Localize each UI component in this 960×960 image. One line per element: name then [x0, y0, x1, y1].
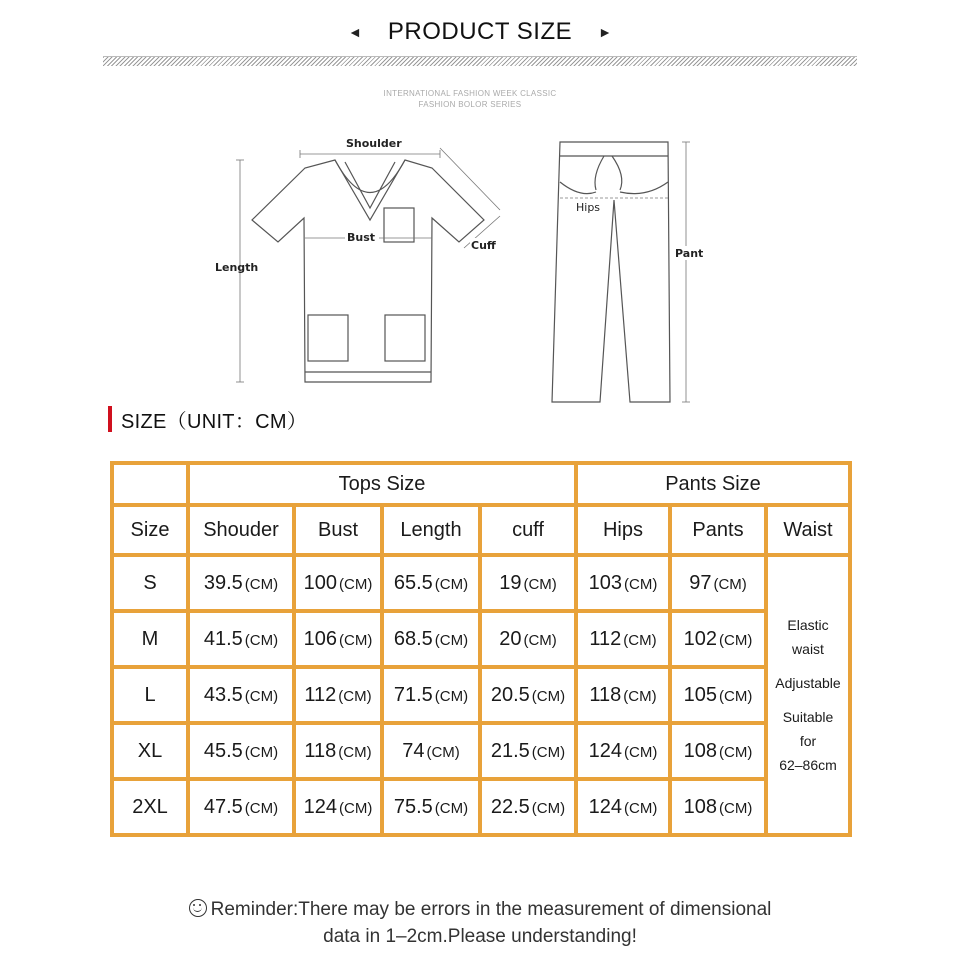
- length-cell: 74 (CM): [382, 723, 480, 779]
- table-row: [112, 667, 850, 723]
- size-table: [110, 461, 852, 837]
- length-cell: 71.5 (CM): [382, 667, 480, 723]
- bust-cell: 112 (CM): [294, 667, 382, 723]
- table-row: [112, 555, 850, 611]
- col-length: Length: [382, 505, 480, 555]
- reminder-note: [130, 896, 830, 950]
- col-waist: Waist: [766, 505, 850, 555]
- scrub-pants-outline: [552, 142, 670, 402]
- left-pocket: [308, 315, 348, 361]
- pants-size-header: Pants Size: [576, 463, 850, 505]
- waist-note-line: Suitable: [782, 709, 834, 725]
- waist-note-cell: [766, 555, 850, 835]
- subtitle: [300, 88, 640, 110]
- pants-cell: 97 (CM): [670, 555, 766, 611]
- pants-cell: 105 (CM): [670, 667, 766, 723]
- pants-cell: 108 (CM): [670, 723, 766, 779]
- length-cell: 65.5 (CM): [382, 555, 480, 611]
- section-title-text: SIZE（UNIT：CM）: [121, 410, 308, 433]
- waist-note-line: 62–86cm: [779, 757, 837, 773]
- bust-cell: 106 (CM): [294, 611, 382, 667]
- hips-cell: 118 (CM): [576, 667, 670, 723]
- waist-note-line: waist: [792, 641, 824, 657]
- waist-note-line: for: [799, 733, 817, 749]
- cuff-cell: 21.5 (CM): [480, 723, 576, 779]
- garment-diagram: [0, 120, 960, 420]
- size-cell: L: [112, 667, 188, 723]
- page-title: PRODUCT SIZE: [387, 18, 573, 45]
- section-title: [108, 404, 307, 434]
- cuff-cell: 20.5 (CM): [480, 667, 576, 723]
- right-arrow-icon: ►: [598, 24, 612, 40]
- size-cell: 2XL: [112, 779, 188, 835]
- drawstring: [595, 156, 622, 190]
- cuff-cell: 22.5 (CM): [480, 779, 576, 835]
- pants-cell: 108 (CM): [670, 779, 766, 835]
- right-pocket: [385, 315, 425, 361]
- waist-note-line: Elastic: [787, 617, 829, 633]
- waist-note-line: Adjustable: [775, 675, 841, 691]
- col-cuff: cuff: [480, 505, 576, 555]
- bust-cell: 124 (CM): [294, 779, 382, 835]
- left-arrow-icon: ◄: [348, 24, 362, 40]
- length-label: Length: [215, 261, 259, 274]
- hips-cell: 112 (CM): [576, 611, 670, 667]
- pant-label: Pant: [675, 247, 704, 260]
- hatched-divider: [103, 56, 857, 66]
- size-cell: XL: [112, 723, 188, 779]
- bust-cell: 100 (CM): [294, 555, 382, 611]
- shoulder-cell: 47.5 (CM): [188, 779, 294, 835]
- shoulder-cell: 45.5 (CM): [188, 723, 294, 779]
- tops-size-header: Tops Size: [188, 463, 576, 505]
- cuff-cell: 20 (CM): [480, 611, 576, 667]
- col-shoulder: Shouder: [188, 505, 294, 555]
- size-cell: S: [112, 555, 188, 611]
- smiley-icon: [189, 899, 207, 917]
- table-row: [112, 611, 850, 667]
- chest-pocket: [384, 208, 414, 242]
- length-cell: 75.5 (CM): [382, 779, 480, 835]
- length-cell: 68.5 (CM): [382, 611, 480, 667]
- subtitle-line-2: FASHION BOLOR SERIES: [418, 100, 522, 109]
- reminder-line-2: data in 1–2cm.Please understanding!: [323, 926, 637, 947]
- pants-cell: 102 (CM): [670, 611, 766, 667]
- v-neck: [335, 160, 405, 220]
- shoulder-cell: 43.5 (CM): [188, 667, 294, 723]
- subtitle-line-1: INTERNATIONAL FASHION WEEK CLASSIC: [383, 89, 557, 98]
- shoulder-cell: 39.5 (CM): [188, 555, 294, 611]
- size-cell: M: [112, 611, 188, 667]
- hips-cell: 124 (CM): [576, 779, 670, 835]
- table-row: [112, 779, 850, 835]
- col-pants: Pants: [670, 505, 766, 555]
- hips-label: Hips: [576, 201, 601, 214]
- accent-bar: [108, 406, 112, 432]
- shoulder-label: Shoulder: [346, 137, 402, 150]
- hips-cell: 124 (CM): [576, 723, 670, 779]
- corner-cell: [112, 463, 188, 505]
- shoulder-cell: 41.5 (CM): [188, 611, 294, 667]
- cuff-label: Cuff: [471, 239, 496, 252]
- col-bust: Bust: [294, 505, 382, 555]
- page-header: [0, 14, 960, 50]
- reminder-line-1: Reminder:There may be errors in the measurement of dimensional: [130, 896, 830, 923]
- table-row: [112, 723, 850, 779]
- col-hips: Hips: [576, 505, 670, 555]
- col-size: Size: [112, 505, 188, 555]
- bust-cell: 118 (CM): [294, 723, 382, 779]
- scrub-top-outline: [252, 160, 484, 382]
- hips-cell: 103 (CM): [576, 555, 670, 611]
- bust-label: Bust: [347, 231, 376, 244]
- cuff-cell: 19 (CM): [480, 555, 576, 611]
